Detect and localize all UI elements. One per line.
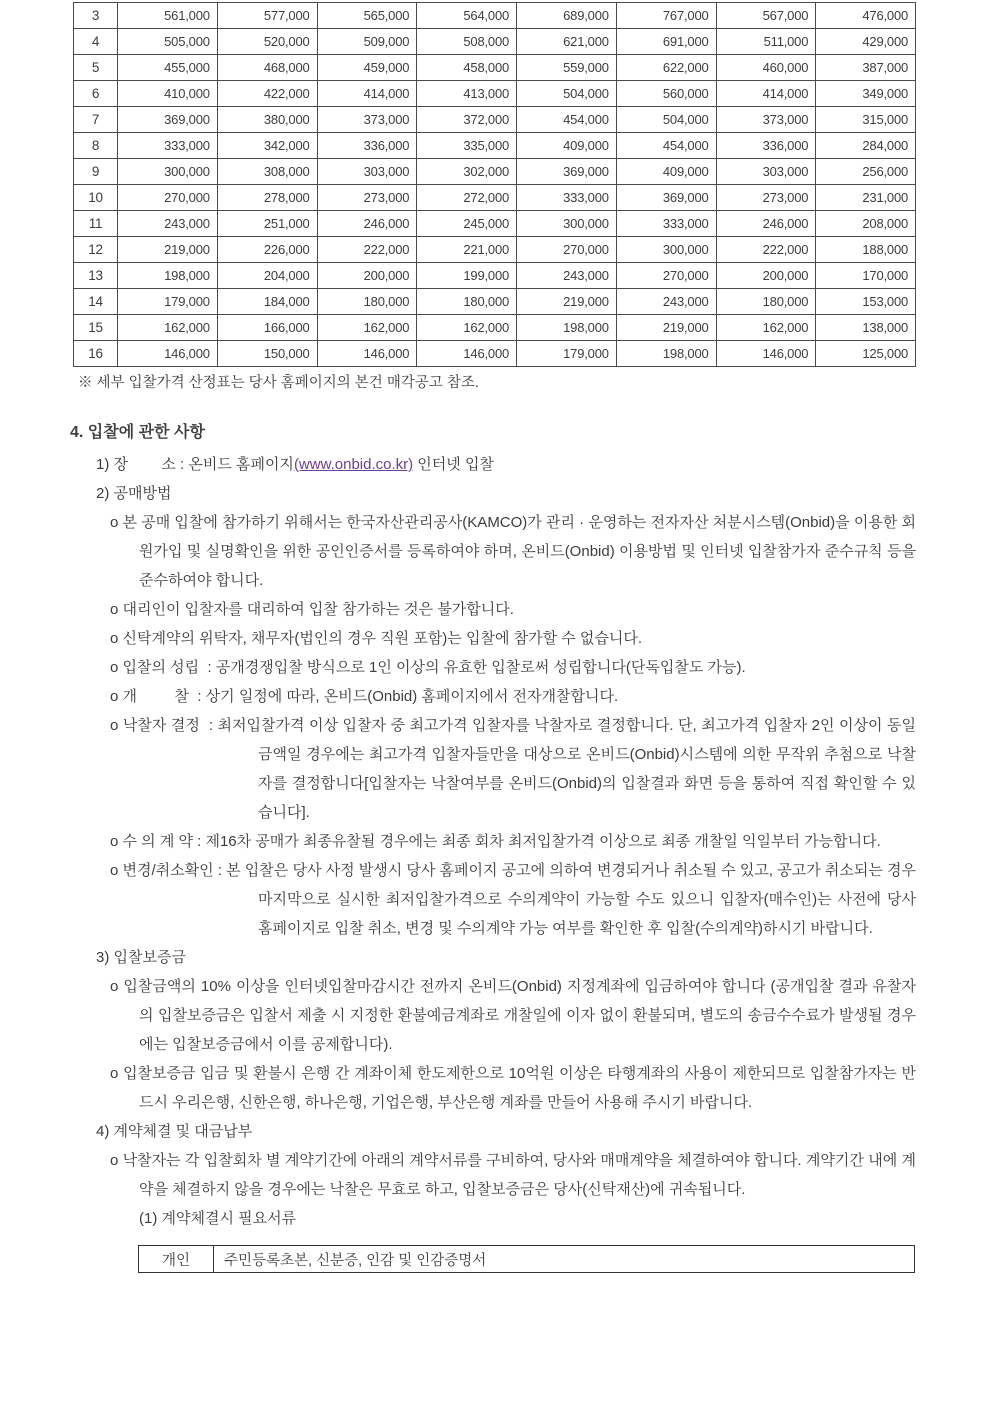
bullet-private-contract: o 수 의 계 약 : 제16차 공매가 최종유찰될 경우에는 최종 회차 최저입찰가격 이상으로 최종 개찰일 익일부터 가능합니다. [110, 833, 881, 850]
price-cell: 520,000 [217, 29, 317, 55]
price-table-row [74, 3, 916, 29]
price-cell: 369,000 [118, 107, 218, 133]
section-body [0, 450, 992, 1233]
price-cell: 308,000 [217, 159, 317, 185]
price-cell: 460,000 [716, 55, 816, 81]
price-cell: 333,000 [517, 185, 617, 211]
price-cell: 577,000 [217, 3, 317, 29]
price-cell: 342,000 [217, 133, 317, 159]
price-table-row [74, 341, 916, 367]
price-cell: 245,000 [417, 211, 517, 237]
price-cell: 180,000 [716, 289, 816, 315]
price-cell: 243,000 [118, 211, 218, 237]
price-cell: 303,000 [317, 159, 417, 185]
price-cell: 273,000 [317, 185, 417, 211]
price-cell: 226,000 [217, 237, 317, 263]
price-cell: 270,000 [517, 237, 617, 263]
price-table-row [74, 185, 916, 211]
section-title: 4. 입찰에 관한 사항 [70, 424, 205, 441]
price-cell: 170,000 [816, 263, 916, 289]
price-cell: 560,000 [616, 81, 716, 107]
price-cell: 336,000 [317, 133, 417, 159]
price-cell: 146,000 [417, 341, 517, 367]
round-number-cell: 13 [74, 263, 118, 289]
price-cell: 222,000 [317, 237, 417, 263]
price-cell: 414,000 [716, 81, 816, 107]
price-cell: 565,000 [317, 3, 417, 29]
docs-table-row [139, 1246, 915, 1273]
price-cell: 303,000 [716, 159, 816, 185]
price-cell: 508,000 [417, 29, 517, 55]
price-cell: 454,000 [517, 107, 617, 133]
price-cell: 221,000 [417, 237, 517, 263]
price-cell: 349,000 [816, 81, 916, 107]
price-cell: 380,000 [217, 107, 317, 133]
price-cell: 509,000 [317, 29, 417, 55]
item-contract-payment: 4) 계약체결 및 대금납부 [96, 1123, 253, 1140]
bullet-deposit-payment: o 입찰금액의 10% 이상을 인터넷입찰마감시간 전까지 온비드(Onbid) 지정계좌에 입금하여야 합니다 (공개입찰 결과 유찰자의 입찰보증금은 입찰서 제출 시 지정한 환불예금계좌로 개찰일에 이자 없이 환불되며, 별도의 송금수수료가 발생될 경우에는 입찰보증금에서 이를 공제합니다). [110, 978, 916, 1053]
bullet-change-cancel-check: o 변경/취소확인 : 본 입찰은 당사 사정 발생시 당사 홈페이지 공고에 의하여 변경되거나 취소될 수 있고, 공고가 취소되는 경우 마지막으로 실시한 최저입찰가격으로 수의계약이 가능할 수도 있으니 입찰자(매수인)는 사전에 당사 홈페이지로 입찰 취소, 변경 및 수의계약 가능 여부를 확인한 후 입찰(수의계약)하시기 바랍니다. [110, 862, 921, 937]
table-note: ※ 세부 입찰가격 산정표는 당사 홈페이지의 본건 매각공고 참조. [78, 375, 479, 391]
round-number-cell: 9 [74, 159, 118, 185]
required-docs-table [138, 1245, 915, 1273]
price-cell: 162,000 [317, 315, 417, 341]
price-cell: 125,000 [816, 341, 916, 367]
price-cell: 153,000 [816, 289, 916, 315]
price-cell: 204,000 [217, 263, 317, 289]
price-cell: 564,000 [417, 3, 517, 29]
price-cell: 413,000 [417, 81, 517, 107]
bullet-no-trustor-debtor: o 신탁계약의 위탁자, 채무자(법인의 경우 직원 포함)는 입찰에 참가할 수 없습니다. [110, 630, 643, 647]
price-cell: 179,000 [118, 289, 218, 315]
price-cell: 372,000 [417, 107, 517, 133]
price-cell: 243,000 [517, 263, 617, 289]
price-cell: 333,000 [118, 133, 218, 159]
price-cell: 333,000 [616, 211, 716, 237]
item-bid-method: 2) 공매방법 [96, 485, 172, 502]
price-cell: 222,000 [716, 237, 816, 263]
price-cell: 409,000 [517, 133, 617, 159]
price-table-row [74, 263, 916, 289]
docs-list-cell: 주민등록초본, 신분증, 인감 및 인감증명서 [214, 1246, 915, 1273]
price-cell: 180,000 [317, 289, 417, 315]
price-table-row [74, 237, 916, 263]
bullet-bank-accounts: o 입찰보증금 입금 및 환불시 은행 간 계좌이체 한도제한으로 10억원 이상은 타행계좌의 사용이 제한되므로 입찰참가자는 반드시 우리은행, 신한은행, 하나은행, 기업은행, 부산은행 계좌를 만들어 사용해 주시기 바랍니다. [110, 1065, 916, 1111]
price-cell: 373,000 [317, 107, 417, 133]
item-place-suffix: 인터넷 입찰 [413, 456, 494, 473]
price-table-row [74, 107, 916, 133]
price-cell: 219,000 [118, 237, 218, 263]
price-cell: 511,000 [716, 29, 816, 55]
price-cell: 300,000 [616, 237, 716, 263]
price-cell: 767,000 [616, 3, 716, 29]
round-number-cell: 10 [74, 185, 118, 211]
price-table-row [74, 315, 916, 341]
price-cell: 559,000 [517, 55, 617, 81]
price-cell: 231,000 [816, 185, 916, 211]
onbid-url-link[interactable]: (www.onbid.co.kr) [293, 456, 414, 473]
round-number-cell: 5 [74, 55, 118, 81]
price-cell: 278,000 [217, 185, 317, 211]
item-place-prefix: 1) 장 소 : 온비드 홈페이지 [96, 456, 294, 473]
bullet-no-proxy: o 대리인이 입찰자를 대리하여 입찰 참가하는 것은 불가합니다. [110, 601, 514, 618]
price-cell: 179,000 [517, 341, 617, 367]
price-cell: 369,000 [517, 159, 617, 185]
price-cell: 300,000 [517, 211, 617, 237]
price-cell: 504,000 [517, 81, 617, 107]
price-cell: 150,000 [217, 341, 317, 367]
round-number-cell: 7 [74, 107, 118, 133]
price-cell: 246,000 [716, 211, 816, 237]
price-cell: 429,000 [816, 29, 916, 55]
price-cell: 166,000 [217, 315, 317, 341]
round-number-cell: 15 [74, 315, 118, 341]
price-cell: 335,000 [417, 133, 517, 159]
price-cell: 146,000 [317, 341, 417, 367]
price-cell: 146,000 [716, 341, 816, 367]
bullet-contract-requirement: o 낙찰자는 각 입찰회차 별 계약기간에 아래의 계약서류를 구비하여, 당사와 매매계약을 체결하여야 합니다. 계약기간 내에 계약을 체결하지 않을 경우에는 낙찰은 무효로 하고, 입찰보증금은 당사(신탁재산)에 귀속됩니다. [110, 1152, 916, 1198]
price-cell: 256,000 [816, 159, 916, 185]
round-number-cell: 12 [74, 237, 118, 263]
price-cell: 414,000 [317, 81, 417, 107]
price-cell: 138,000 [816, 315, 916, 341]
price-cell: 200,000 [716, 263, 816, 289]
price-cell: 200,000 [317, 263, 417, 289]
price-cell: 198,000 [517, 315, 617, 341]
price-cell: 422,000 [217, 81, 317, 107]
price-table-row [74, 81, 916, 107]
price-cell: 302,000 [417, 159, 517, 185]
price-cell: 369,000 [616, 185, 716, 211]
price-cell: 162,000 [417, 315, 517, 341]
round-number-cell: 3 [74, 3, 118, 29]
sub-item-required-docs: (1) 계약체결시 필요서류 [139, 1210, 297, 1227]
price-cell: 184,000 [217, 289, 317, 315]
round-number-cell: 16 [74, 341, 118, 367]
price-cell: 246,000 [317, 211, 417, 237]
bullet-bid-opening: o 개 찰 : 상기 일정에 따라, 온비드(Onbid) 홈페이지에서 전자개찰합니다. [110, 688, 619, 705]
item-place [96, 450, 916, 479]
price-cell: 208,000 [816, 211, 916, 237]
price-cell: 336,000 [716, 133, 816, 159]
bullet-onbid-registration: o 본 공매 입찰에 참가하기 위해서는 한국자산관리공사(KAMCO)가 관리 · 운영하는 전자자산 처분시스템(Onbid)을 이용한 회원가입 및 실명확인을 위한 공인인증서를 등록하여야 하며, 온비드(Onbid) 이용방법 및 인터넷 입찰참가자 준수규칙 등을 준수하여야 합니다. [110, 514, 921, 589]
price-cell: 251,000 [217, 211, 317, 237]
price-table-row [74, 55, 916, 81]
price-cell: 273,000 [716, 185, 816, 211]
price-table-body [74, 3, 916, 367]
price-cell: 146,000 [118, 341, 218, 367]
item-bid-deposit: 3) 입찰보증금 [96, 949, 186, 966]
price-cell: 689,000 [517, 3, 617, 29]
round-number-cell: 4 [74, 29, 118, 55]
price-cell: 458,000 [417, 55, 517, 81]
price-cell: 180,000 [417, 289, 517, 315]
price-cell: 315,000 [816, 107, 916, 133]
bullet-winner-decision: o 낙찰자 결정 : 최저입찰가격 이상 입찰자 중 최고가격 입찰자를 낙찰자로 결정합니다. 단, 최고가격 입찰자 2인 이상이 동일금액일 경우에는 최고가격 입찰자들만을 대상으로 온비드(Onbid)시스템에 의한 무작위 추첨으로 낙찰자를 결정합니다[입찰자는 낙찰여부를 온비드(Onbid)의 입찰결과 화면 등을 통하여 직접 확인할 수 있습니다]. [110, 717, 916, 821]
price-cell: 284,000 [816, 133, 916, 159]
round-number-cell: 11 [74, 211, 118, 237]
price-cell: 455,000 [118, 55, 218, 81]
round-number-cell: 14 [74, 289, 118, 315]
price-cell: 300,000 [118, 159, 218, 185]
price-cell: 162,000 [716, 315, 816, 341]
price-cell: 270,000 [118, 185, 218, 211]
price-cell: 219,000 [616, 315, 716, 341]
price-cell: 505,000 [118, 29, 218, 55]
price-cell: 387,000 [816, 55, 916, 81]
price-cell: 162,000 [118, 315, 218, 341]
round-number-cell: 8 [74, 133, 118, 159]
price-table-row [74, 289, 916, 315]
price-cell: 198,000 [616, 341, 716, 367]
price-cell: 373,000 [716, 107, 816, 133]
price-table-row [74, 133, 916, 159]
round-number-cell: 6 [74, 81, 118, 107]
price-cell: 561,000 [118, 3, 218, 29]
price-cell: 219,000 [517, 289, 617, 315]
docs-category-cell: 개인 [139, 1246, 214, 1273]
price-cell: 567,000 [716, 3, 816, 29]
price-cell: 272,000 [417, 185, 517, 211]
price-cell: 188,000 [816, 237, 916, 263]
price-table-row [74, 29, 916, 55]
price-cell: 468,000 [217, 55, 317, 81]
price-cell: 622,000 [616, 55, 716, 81]
bullet-bid-validity: o 입찰의 성립 : 공개경쟁입찰 방식으로 1인 이상의 유효한 입찰로써 성립합니다(단독입찰도 가능). [110, 659, 746, 676]
price-cell: 243,000 [616, 289, 716, 315]
price-cell: 199,000 [417, 263, 517, 289]
price-table-row [74, 211, 916, 237]
price-cell: 454,000 [616, 133, 716, 159]
price-cell: 691,000 [616, 29, 716, 55]
price-cell: 270,000 [616, 263, 716, 289]
price-cell: 410,000 [118, 81, 218, 107]
price-cell: 198,000 [118, 263, 218, 289]
price-cell: 621,000 [517, 29, 617, 55]
price-table-row [74, 159, 916, 185]
price-cell: 476,000 [816, 3, 916, 29]
price-cell: 459,000 [317, 55, 417, 81]
price-table [73, 2, 916, 367]
price-cell: 504,000 [616, 107, 716, 133]
price-cell: 409,000 [616, 159, 716, 185]
